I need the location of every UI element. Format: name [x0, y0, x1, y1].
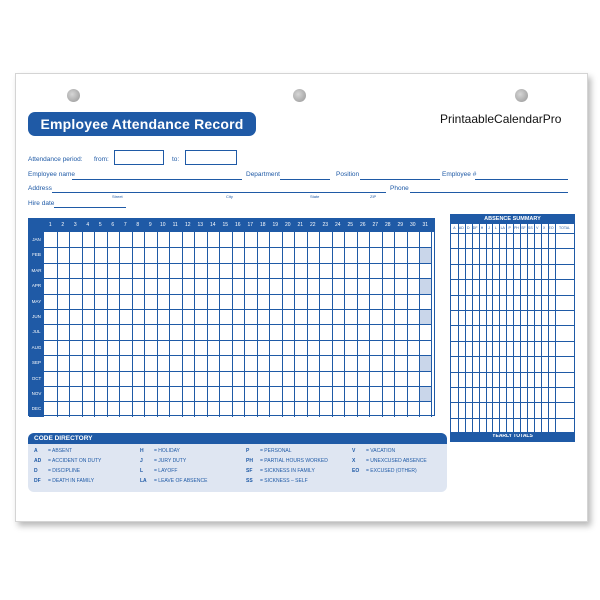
- day-number-label: 23: [322, 222, 329, 228]
- absence-row-line: [451, 248, 574, 249]
- code-directory-entry: [246, 448, 292, 454]
- day-header-row: [29, 219, 434, 232]
- absence-row-line: [451, 418, 574, 419]
- month-label: MAY: [29, 294, 44, 309]
- day-number-label: 1: [48, 222, 52, 228]
- code-directory-entry: [246, 478, 308, 484]
- code-abbreviation: L: [140, 468, 144, 474]
- to-field[interactable]: [185, 150, 237, 165]
- code-directory-entry: [352, 448, 395, 454]
- employee-name-label: Employee name: [28, 171, 75, 178]
- phone-field[interactable]: [410, 192, 568, 193]
- page-title: Employee Attendance Record: [28, 112, 256, 136]
- grid-column-line: [382, 232, 383, 417]
- department-label: Department: [246, 171, 280, 178]
- code-abbreviation: DF: [34, 478, 41, 484]
- month-label: MAR: [29, 263, 44, 278]
- code-directory-title: CODE DIRECTORY: [28, 433, 447, 444]
- day-number-label: 29: [397, 222, 404, 228]
- day-number-label: 16: [234, 222, 241, 228]
- hire-date-label: Hire date: [28, 200, 55, 207]
- grid-column-line: [144, 232, 145, 417]
- day-number-label: 30: [409, 222, 416, 228]
- code-description: = ACCIDENT ON DUTY: [48, 458, 102, 464]
- day-number-label: 5: [98, 222, 102, 228]
- grid-column-line: [207, 232, 208, 417]
- month-label: FEB: [29, 247, 44, 262]
- grid-column-line: [357, 232, 358, 417]
- grid-column-line: [219, 232, 220, 417]
- absence-code-label: SF: [521, 226, 526, 230]
- code-abbreviation: H: [140, 448, 144, 454]
- grid-column-line: [94, 232, 95, 417]
- yearly-totals-label: YEARLY TOTALS: [451, 432, 574, 441]
- grid-column-line: [344, 232, 345, 417]
- code-description: = DEATH IN FAMILY: [48, 478, 95, 484]
- day-number-label: 24: [334, 222, 341, 228]
- month-label: JUL: [29, 324, 44, 339]
- code-abbreviation: D: [34, 468, 38, 474]
- attendance-sheet: [15, 73, 588, 522]
- day-number-label: 9: [148, 222, 152, 228]
- grid-column-line: [182, 232, 183, 417]
- position-field[interactable]: [360, 179, 440, 180]
- grid-column-line: [157, 232, 158, 417]
- grid-column-line: [307, 232, 308, 417]
- grid-column-line: [332, 232, 333, 417]
- grid-row-line: [44, 324, 432, 325]
- code-description: = VACATION: [366, 448, 396, 454]
- day-number-label: 14: [209, 222, 216, 228]
- absence-code-label: L: [494, 226, 497, 230]
- grid-column-line: [369, 232, 370, 417]
- attendance-period-label: Attendance period:: [28, 156, 83, 163]
- code-abbreviation: P: [246, 448, 250, 454]
- grid-column-line: [257, 232, 258, 417]
- absence-row-line: [451, 295, 574, 296]
- grid-column-line: [194, 232, 195, 417]
- grid-column-line: [431, 232, 432, 417]
- day-number-label: 18: [259, 222, 266, 228]
- grid-column-line: [394, 232, 395, 417]
- day-number-label: 2: [61, 222, 65, 228]
- absence-row-line: [451, 264, 574, 265]
- absence-row-line: [451, 433, 574, 434]
- day-number-label: 27: [372, 222, 379, 228]
- address-field[interactable]: [52, 192, 386, 193]
- code-description: = UNEXCUSED ABSENCE: [366, 458, 427, 464]
- day-number-label: 31: [422, 222, 429, 228]
- grid-column-line: [407, 232, 408, 417]
- day-number-label: 15: [222, 222, 229, 228]
- code-abbreviation: X: [352, 458, 356, 464]
- absence-row-line: [451, 402, 574, 403]
- code-description: = PARTIAL HOURS WORKED: [260, 458, 328, 464]
- punch-hole-icon: [515, 89, 528, 102]
- absence-row-line: [451, 341, 574, 342]
- code-directory-entry: [140, 448, 180, 454]
- grid-row-line: [44, 371, 432, 372]
- code-abbreviation: AD: [34, 458, 42, 464]
- code-abbreviation: SS: [246, 478, 253, 484]
- attendance-grid: [28, 218, 435, 416]
- grid-row-line: [44, 247, 432, 248]
- code-directory-entry: [246, 468, 315, 474]
- day-number-label: 21: [297, 222, 304, 228]
- grid-column-line: [69, 232, 70, 417]
- code-abbreviation: PH: [246, 458, 253, 464]
- absence-code-label: D: [466, 226, 470, 230]
- code-directory-entry: [140, 478, 207, 484]
- day-number-label: 26: [359, 222, 366, 228]
- absence-code-label: LA: [500, 226, 505, 230]
- code-directory-entry: [352, 458, 427, 464]
- to-label: to:: [172, 156, 180, 163]
- grid-column-line: [244, 232, 245, 417]
- from-field[interactable]: [114, 150, 164, 165]
- code-directory-entry: [34, 478, 94, 484]
- grid-column-line: [82, 232, 83, 417]
- grid-column-line: [294, 232, 295, 417]
- day-number-label: 6: [111, 222, 115, 228]
- code-description: = SICKNESS IN FAMILY: [260, 468, 315, 474]
- code-abbreviation: V: [352, 448, 356, 454]
- day-number-label: 20: [284, 222, 291, 228]
- day-number-label: 28: [384, 222, 391, 228]
- day-number-label: 11: [172, 222, 178, 228]
- month-label: SEP: [29, 355, 44, 370]
- street-sublabel: Street: [112, 194, 123, 199]
- absence-code-label: V: [536, 226, 539, 230]
- code-description: = SICKNESS – SELF: [260, 478, 308, 484]
- code-description: = EXCUSED (OTHER): [366, 468, 417, 474]
- grid-column-line: [282, 232, 283, 417]
- grid-column-line: [232, 232, 233, 417]
- day-number-label: 17: [247, 222, 254, 228]
- code-description: = DISCIPLINE: [48, 468, 81, 474]
- grid-column-line: [107, 232, 108, 417]
- day-number-label: 12: [184, 222, 191, 228]
- grid-column-line: [419, 232, 420, 417]
- state-sublabel: State: [310, 194, 320, 199]
- absence-code-label: EO: [548, 226, 554, 230]
- month-label: NOV: [29, 386, 44, 401]
- grid-row-line: [44, 355, 432, 356]
- absence-code-label: J: [488, 226, 490, 230]
- absence-code-label: P: [508, 226, 511, 230]
- grid-column-line: [57, 232, 58, 417]
- grid-row-line: [44, 309, 432, 310]
- day-number-label: 19: [272, 222, 279, 228]
- grid-column-line: [169, 232, 170, 417]
- from-label: from:: [94, 156, 109, 163]
- grid-row-line: [44, 386, 432, 387]
- absence-row-line: [451, 325, 574, 326]
- code-directory-panel: [28, 433, 447, 492]
- absence-row-line: [451, 372, 574, 373]
- watermark-text: PrintaableCalendarPro: [440, 112, 562, 126]
- month-label: AUG: [29, 340, 44, 355]
- day-number-label: 22: [309, 222, 316, 228]
- grid-column-line: [319, 232, 320, 417]
- month-label: OCT: [29, 371, 44, 386]
- grid-row-line: [44, 278, 432, 279]
- month-label: APR: [29, 278, 44, 293]
- day-number-label: 8: [136, 222, 140, 228]
- absence-row-line: [451, 387, 574, 388]
- code-description: = ABSENT: [48, 448, 73, 454]
- absence-row-line: [451, 279, 574, 280]
- grid-row-line: [44, 340, 432, 341]
- code-directory-entry: [34, 458, 101, 464]
- grid-row-line: [44, 294, 432, 295]
- punch-hole-icon: [67, 89, 80, 102]
- code-abbreviation: EO: [352, 468, 360, 474]
- month-label: JAN: [29, 232, 44, 247]
- code-description: = HOLIDAY: [154, 448, 180, 454]
- day-number-label: 10: [159, 222, 166, 228]
- grid-column-line: [269, 232, 270, 417]
- grid-column-line: [132, 232, 133, 417]
- code-directory-entry: [34, 448, 72, 454]
- absence-code-label: PH: [514, 226, 519, 230]
- address-label: Address: [28, 185, 52, 192]
- absence-summary-table: [450, 214, 575, 442]
- hire-date-field[interactable]: [54, 207, 126, 208]
- code-description: = PERSONAL: [260, 448, 292, 454]
- employee-number-label: Employee #: [442, 171, 477, 178]
- absence-code-label: AD: [458, 226, 464, 230]
- day-number-label: 3: [73, 222, 77, 228]
- absence-code-label: H: [480, 226, 484, 230]
- employee-number-field[interactable]: [475, 179, 568, 180]
- zip-sublabel: ZIP: [370, 194, 377, 199]
- day-number-label: 4: [86, 222, 90, 228]
- code-directory-entry: [352, 468, 417, 474]
- phone-label: Phone: [390, 185, 409, 192]
- position-label: Position: [336, 171, 360, 178]
- absence-code-label: TOTAL: [559, 226, 570, 230]
- code-abbreviation: A: [34, 448, 38, 454]
- absence-row-line: [451, 233, 574, 234]
- absence-code-label: SS: [528, 226, 533, 230]
- code-description: = JURY DUTY: [154, 458, 187, 464]
- month-label: DEC: [29, 401, 44, 416]
- department-field[interactable]: [280, 179, 330, 180]
- absence-summary-title: ABSENCE SUMMARY: [451, 215, 574, 224]
- grid-row-line: [44, 263, 432, 264]
- code-description: = LAYOFF: [154, 468, 178, 474]
- day-number-label: 7: [123, 222, 127, 228]
- code-directory-entry: [140, 458, 186, 464]
- day-number-label: 25: [347, 222, 354, 228]
- employee-name-field[interactable]: [72, 179, 242, 180]
- code-description: = LEAVE OF ABSENCE: [154, 478, 208, 484]
- punch-hole-icon: [293, 89, 306, 102]
- absence-code-label: A: [453, 226, 456, 230]
- absence-row-line: [451, 310, 574, 311]
- grid-column-line: [119, 232, 120, 417]
- code-abbreviation: LA: [140, 478, 147, 484]
- city-sublabel: City: [226, 194, 233, 199]
- absence-code-label: DF: [472, 226, 478, 230]
- month-label: JUN: [29, 309, 44, 324]
- code-abbreviation: SF: [246, 468, 253, 474]
- day-number-label: 13: [197, 222, 204, 228]
- code-abbreviation: J: [140, 458, 143, 464]
- code-directory-entry: [34, 468, 80, 474]
- absence-row-line: [451, 356, 574, 357]
- code-directory-entry: [140, 468, 177, 474]
- absence-code-label: X: [542, 226, 546, 230]
- code-directory-entry: [246, 458, 328, 464]
- grid-row-line: [44, 401, 432, 402]
